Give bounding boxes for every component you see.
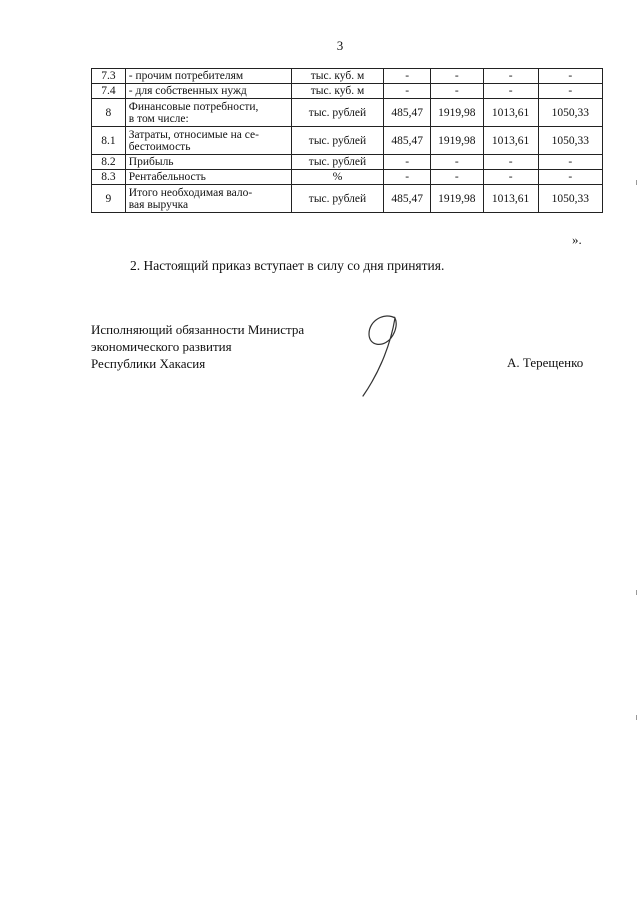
table-row [92,69,603,84]
tariff-table [91,68,603,213]
row-number: 8.3 [92,170,126,185]
paragraph-2: 2. Настоящий приказ вступает в силу со дня принятия. [130,258,445,273]
signer-name: А. Терещенко [507,355,584,370]
table-body [92,69,603,213]
row-value: - [483,155,538,170]
signatory-title-line: Республики Хакасия [91,356,206,371]
row-number: 7.3 [92,69,126,84]
row-name [125,99,291,127]
row-name-line: Затраты, относимые на се- [128,128,259,141]
row-value: 1919,98 [430,99,483,127]
row-value: 1919,98 [430,185,483,213]
row-value: - [538,155,602,170]
table-row [92,99,603,127]
table-row [92,84,603,99]
table-row [92,170,603,185]
row-value: - [384,155,430,170]
row-name [125,155,291,170]
row-value: - [384,69,430,84]
row-value: 485,47 [384,127,430,155]
row-value: 1013,61 [483,99,538,127]
row-name-line: Финансовые потребности, [128,100,259,113]
row-unit: тыс. рублей [291,155,384,170]
row-name-line: бестоимость [128,140,191,153]
row-unit: тыс. рублей [291,185,384,213]
scan-edge-mark [636,180,637,185]
row-name-line: Прибыль [128,156,174,168]
row-value: - [483,170,538,185]
row-value: - [384,170,430,185]
row-value: - [483,84,538,99]
row-unit: тыс. куб. м [291,69,384,84]
signatory-title-line: Исполняющий обязанности Министра [91,322,305,337]
scan-edge-mark [636,590,637,595]
row-unit: тыс. рублей [291,127,384,155]
row-name-line: Рентабельность [128,171,206,183]
row-name [125,84,291,99]
row-name-line: - прочим потребителям [128,70,244,82]
row-value: - [538,69,602,84]
row-value: 1919,98 [430,127,483,155]
row-value: 485,47 [384,99,430,127]
row-number: 8.1 [92,127,126,155]
row-name [125,69,291,84]
scan-edge-mark [636,715,637,720]
row-value: - [430,69,483,84]
row-name [125,170,291,185]
row-value: - [483,69,538,84]
row-value: - [384,84,430,99]
row-name-line: Итого необходимая вало- [128,186,253,199]
handwritten-signature [355,312,415,402]
signatory-title-line: экономического развития [91,339,232,354]
row-name-line: в том числе: [128,112,189,125]
row-value: 1050,33 [538,185,602,213]
row-name-line: - для собственных нужд [128,85,247,97]
row-value: 1050,33 [538,99,602,127]
row-value: 1050,33 [538,127,602,155]
row-number: 7.4 [92,84,126,99]
row-number: 8 [92,99,126,127]
table-row [92,185,603,213]
row-name-line: вая выручка [128,198,189,211]
table-row [92,155,603,170]
row-value: - [538,170,602,185]
row-unit: тыс. рублей [291,99,384,127]
row-name [125,185,291,213]
row-value: 1013,61 [483,185,538,213]
row-value: - [430,170,483,185]
signatory-title [91,321,304,372]
table-row [92,127,603,155]
row-value: - [430,155,483,170]
row-number: 9 [92,185,126,213]
row-value: 1013,61 [483,127,538,155]
row-value: - [430,84,483,99]
row-unit: % [291,170,384,185]
row-number: 8.2 [92,155,126,170]
row-value: - [538,84,602,99]
row-name [125,127,291,155]
row-unit: тыс. куб. м [291,84,384,99]
closing-quote: ». [572,232,582,247]
page-number: 3 [336,38,344,53]
row-value: 485,47 [384,185,430,213]
